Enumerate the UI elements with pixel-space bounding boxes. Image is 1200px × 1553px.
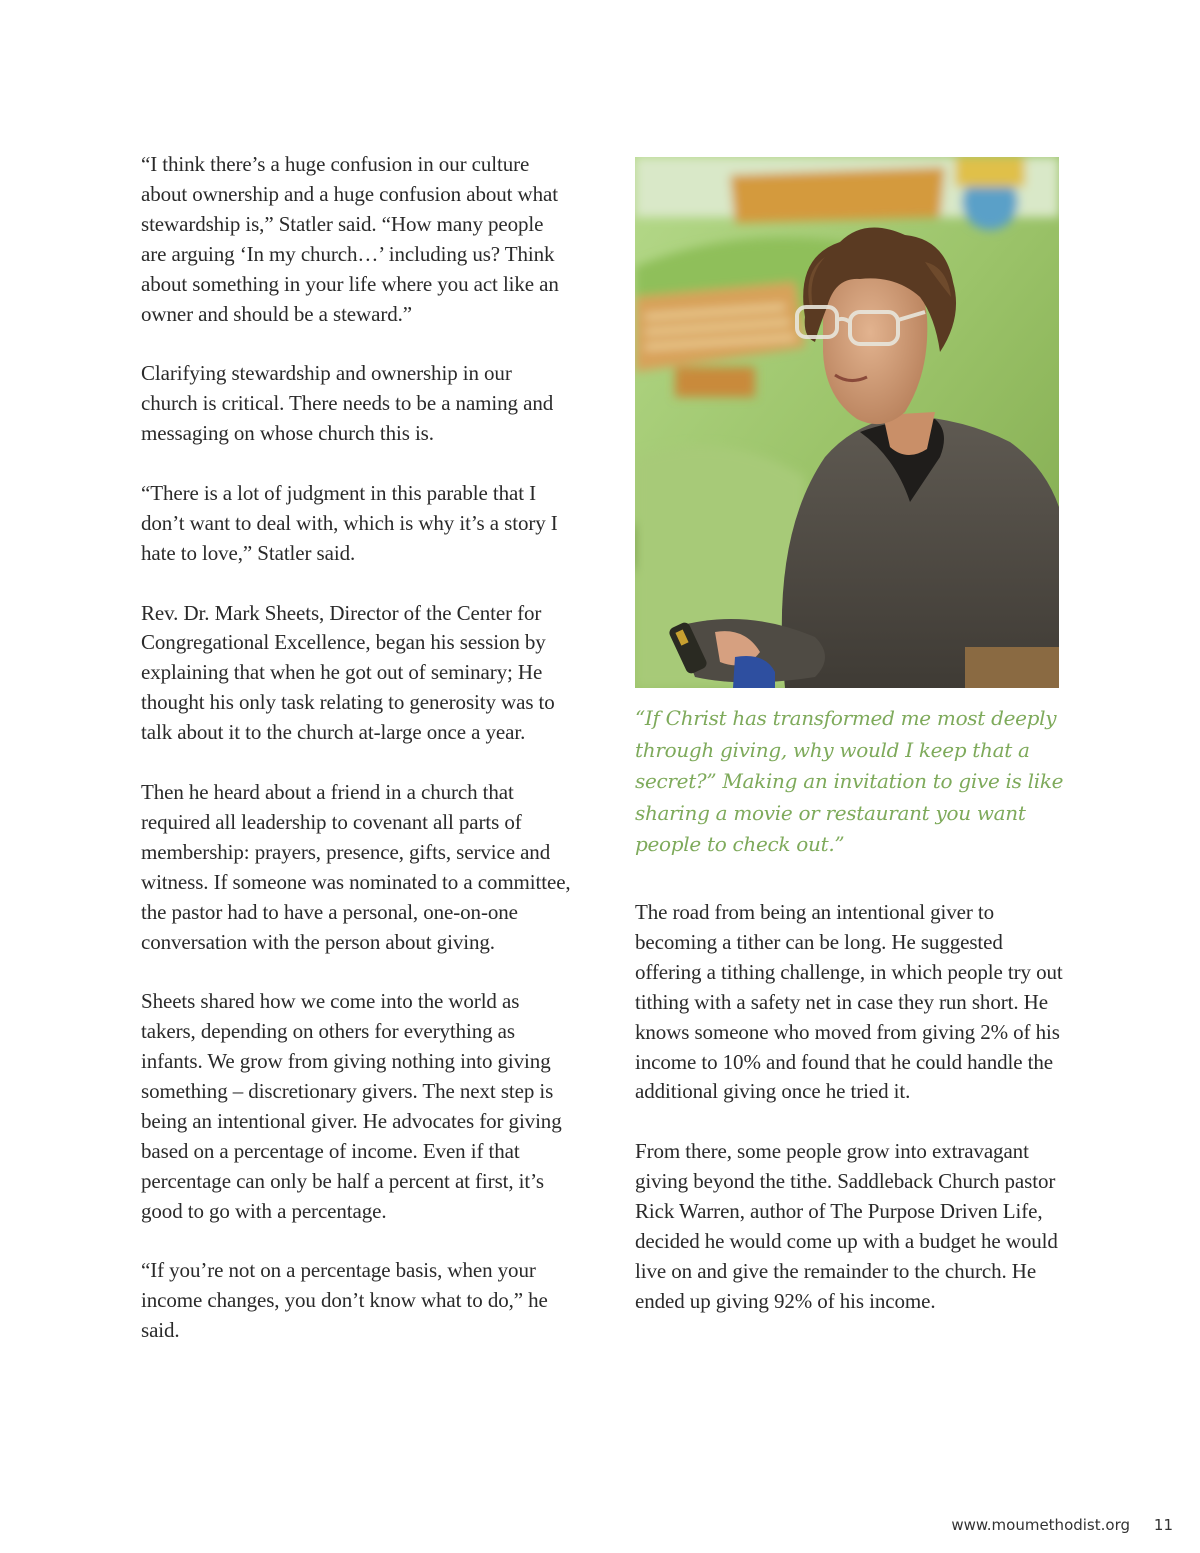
pull-quote: “If Christ has transformed me most deeply through giving, why would I keep that a secret?” Making an invitation to give is like sharing a movie or restaurant you want people to check out.” <box>635 706 1064 856</box>
paragraph: Then he heard about a friend in a church that required all leadership to covenant all parts of membership: prayers, presence, gifts, service and witness. If someone was nominated to a committee, the pastor had to have a personal, one-on-one conversation with the person about giving. <box>141 779 571 954</box>
paragraph: Rev. Dr. Mark Sheets, Director of the Center for Congregational Excellence, began his session by explaining that when he got out of seminary; He thought his only task relating to generosity was to talk about it to the church at-large once a year. <box>141 600 555 745</box>
paragraph: From there, some people grow into extravagant giving beyond the tithe. Saddleback Church pastor Rick Warren, author of The Purpose Driven Life, decided he would come up with a budget he would live on and give the remainder to the church. He ended up giving 92% of his income. <box>635 1139 1058 1313</box>
right-column <box>635 898 1065 1347</box>
speaker-photo <box>635 157 1059 688</box>
page-number: 11 <box>1153 1516 1173 1534</box>
paragraph: Clarifying stewardship and ownership in our church is critical. There needs to be a naming and messaging on whose church this is. <box>141 361 554 446</box>
paragraph: “If you’re not on a percentage basis, when your income changes, you don’t know what to do,” he said. <box>141 1258 548 1343</box>
paragraph: The road from being an intentional giver to becoming a tither can be long. He suggested offering a tithing challenge, in which people try out tithing with a safety net in case they run short. He knows someone who moved from giving 2% of his income to 10% and found that he could handle the additional giving once he tried it. <box>635 900 1063 1104</box>
left-column <box>141 150 571 1376</box>
paragraph: Sheets shared how we come into the world as takers, depending on others for everything as infants. We grow from giving nothing into giving something – discretionary givers. The next step is being an intentional giver. He advocates for giving based on a percentage of income. Even if that percentage can only be half a percent at first, it’s good to go with a percentage. <box>141 989 562 1223</box>
page-footer <box>0 1514 1200 1538</box>
paragraph: “There is a lot of judgment in this parable that I don’t want to deal with, which is why it’s a story I hate to love,” Statler said. <box>141 480 558 565</box>
paragraph: “I think there’s a huge confusion in our culture about ownership and a huge confusion about what stewardship is,” Statler said. “How many people are arguing ‘In my church…’ including us? Think about something in your life where you act like an owner and should be a steward.” <box>141 152 559 326</box>
website-url: www.moumethodist.org <box>951 1516 1130 1534</box>
